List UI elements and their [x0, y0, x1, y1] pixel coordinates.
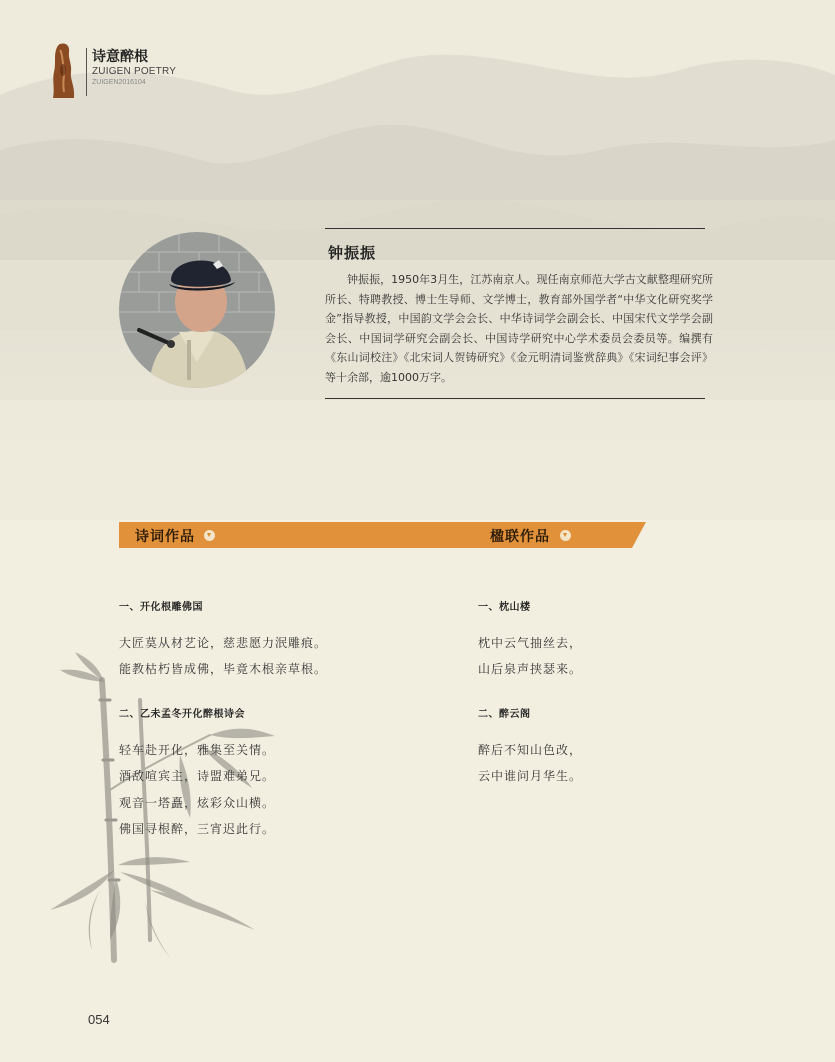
couplet-section-title: 楹联作品 [490, 529, 550, 545]
author-bio: 钟振振，1950年3月生，江苏南京人。现任南京师范大学古文献整理研究所所长、特聘教授、博士生导师、文学博士，教育部外国学者“中华文化研究奖学金”指导教授，中国韵文学会会长、中华诗词学会副会长、中国宋代文学学会副会长、中国词学研究会副会长、中国诗学研究中心学术委员会委员等。编撰有《东山词校注》《北宋词人贺铸研究》《金元明清词鉴赏辞典》《宋词纪事会评》等十余部，逾1000万字。 [325, 273, 713, 384]
bottom-rule [325, 398, 705, 399]
couplet-line: 醉后不知山色改， [478, 743, 583, 757]
couplet-line: 云中谁问月华生。 [478, 769, 583, 783]
chevron-down-icon[interactable] [560, 530, 571, 541]
chevron-down-icon[interactable] [204, 530, 215, 541]
logo-code: ZUIGEN2016104 [92, 79, 146, 86]
poem-line: 能教枯朽皆成佛，毕竟木根亲草根。 [119, 662, 328, 676]
root-carving-logo-icon [48, 42, 78, 100]
couplet-title: 一、枕山楼 [478, 602, 531, 613]
couplet-line: 枕中云气抽丝去， [478, 636, 583, 650]
logo-title-en: ZUIGEN POETRY [92, 66, 177, 77]
author-name: 钟振振 [328, 244, 377, 262]
poetry-section-title: 诗词作品 [135, 529, 195, 545]
logo-divider [86, 48, 87, 96]
couplet-line: 山后泉声挟瑟来。 [478, 662, 583, 676]
poem-line: 轻车赴开化，雅集至关情。 [119, 743, 276, 757]
top-rule [325, 228, 705, 229]
author-portrait [119, 232, 275, 388]
section-banner [119, 522, 646, 548]
page-number: 054 [88, 1012, 110, 1027]
brand-logo [48, 42, 183, 102]
poem-title: 二、乙未孟冬开化醉根诗会 [119, 709, 245, 720]
logo-title-cn: 诗意醉根 [92, 49, 148, 65]
poem-line: 观音一塔矗，炫彩众山横。 [119, 796, 276, 810]
poem-line: 佛国寻根醉，三宵迟此行。 [119, 822, 276, 836]
poem-title: 一、开化根雕佛国 [119, 602, 203, 613]
poem-line: 大匠莫从材艺论，慈悲愿力泯雕痕。 [119, 636, 328, 650]
poem-line: 酒敌喧宾主，诗盟难弟兄。 [119, 769, 276, 783]
couplet-title: 二、醉云阁 [478, 709, 531, 720]
